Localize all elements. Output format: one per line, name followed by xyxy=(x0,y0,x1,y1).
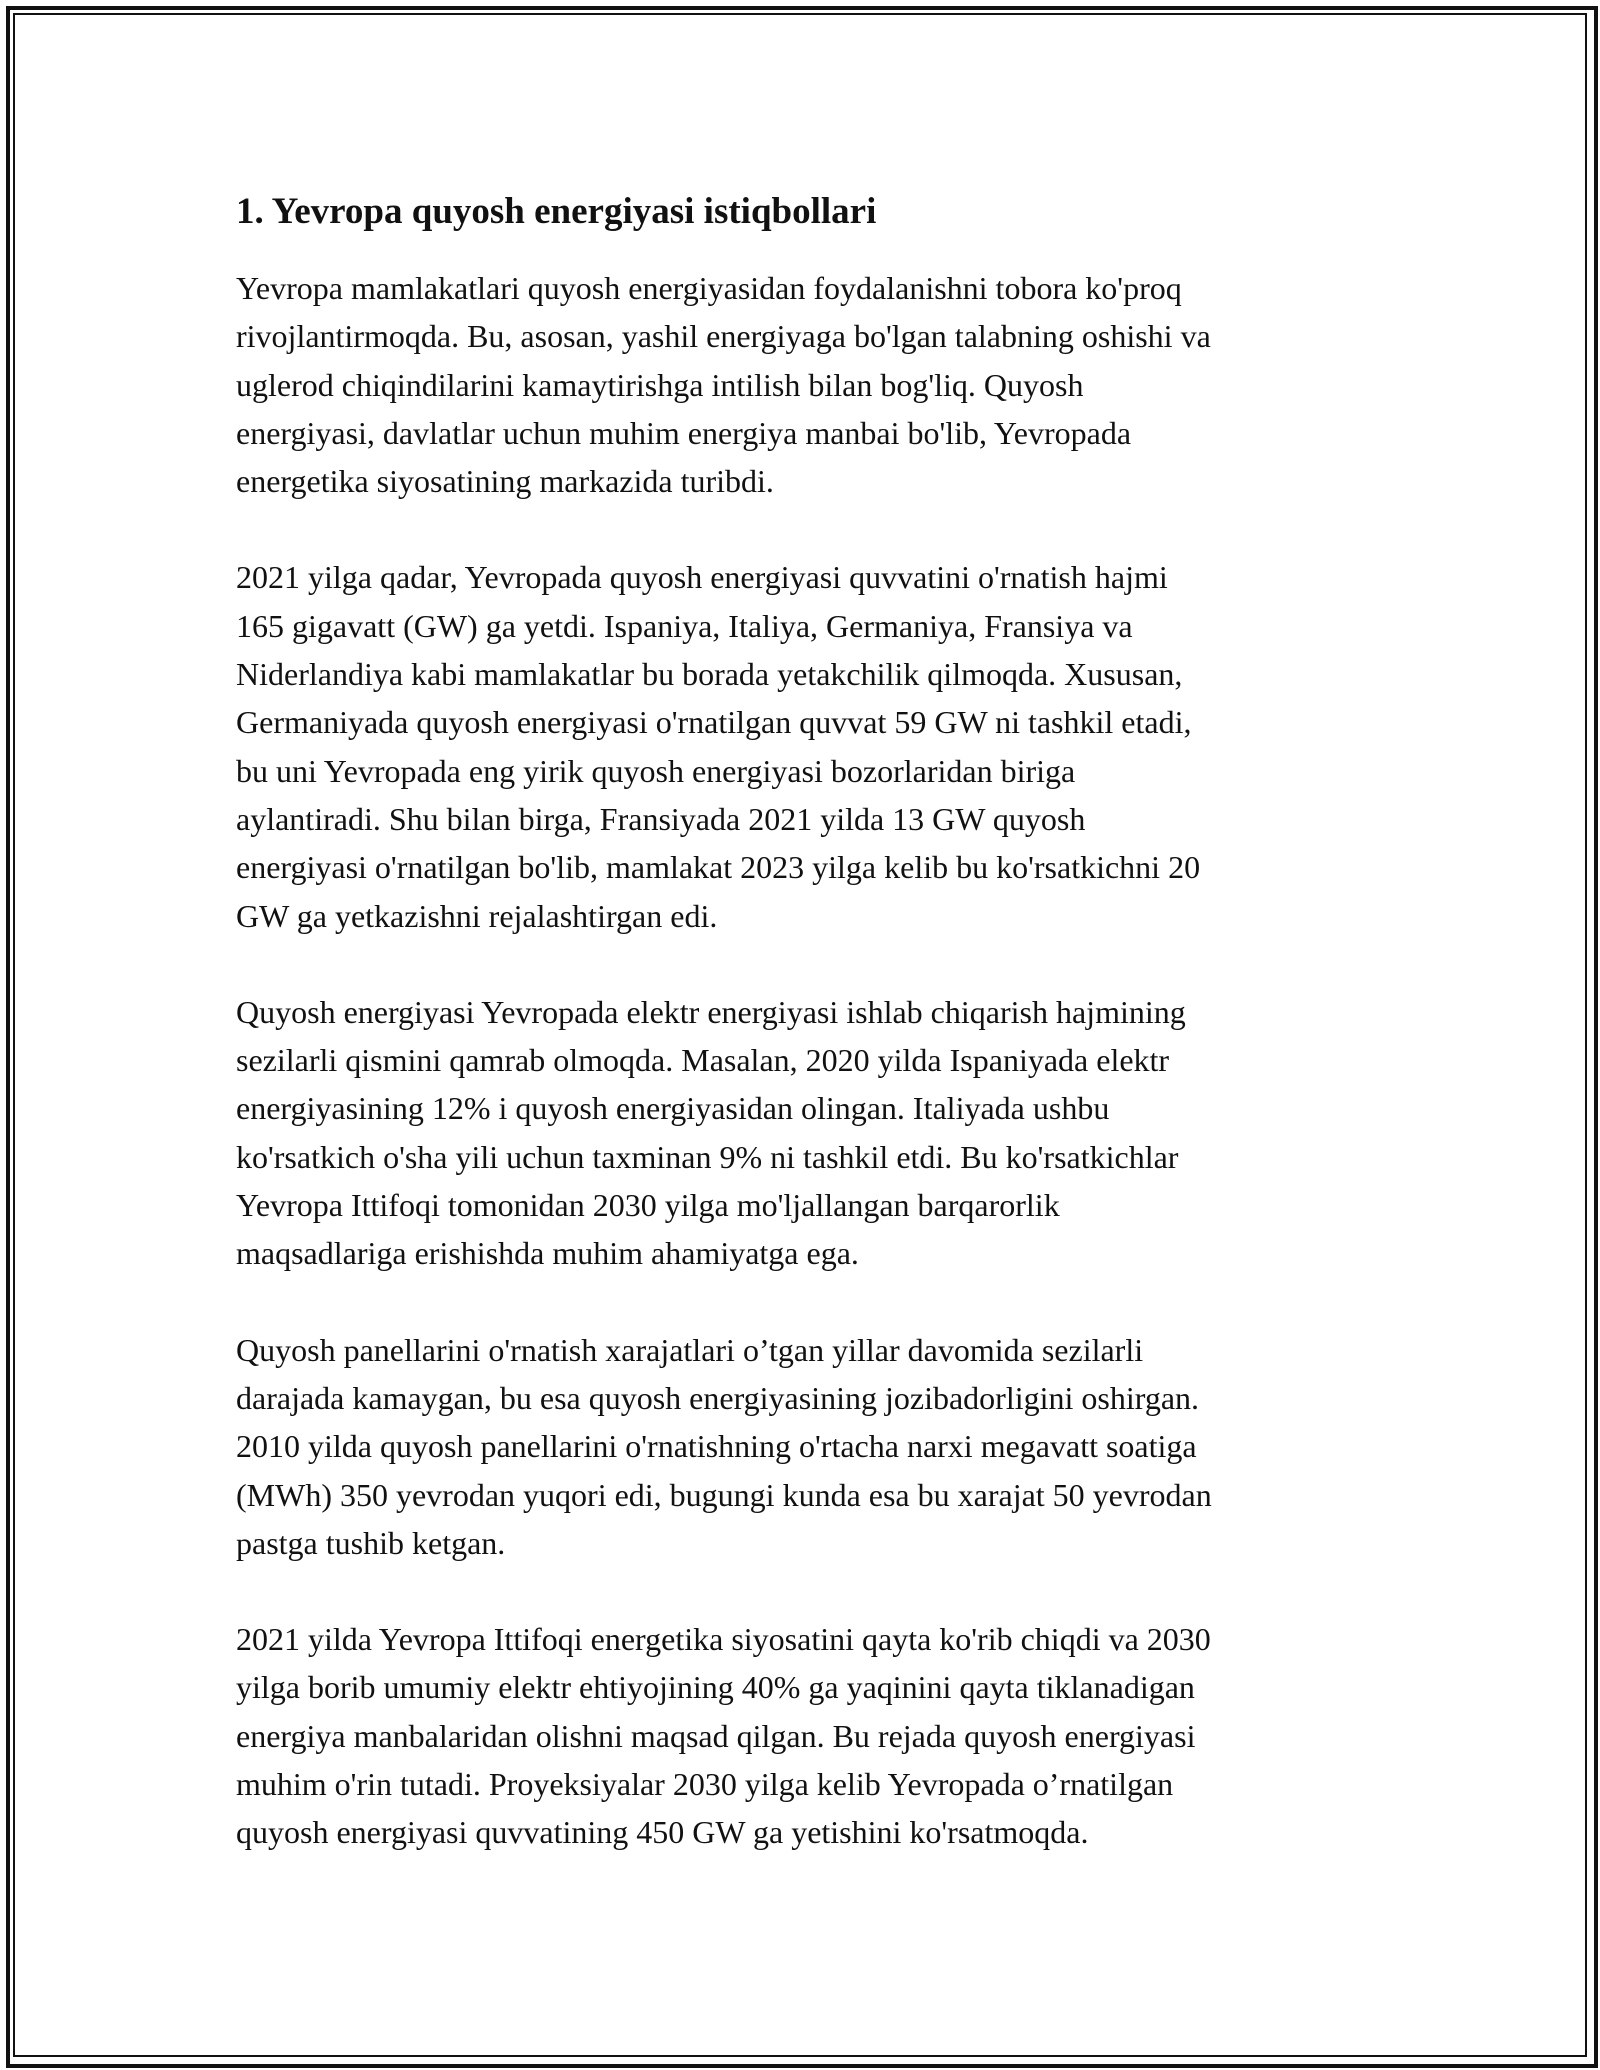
text-line: yilga borib umumiy elektr ehtiyojining 40% ga yaqinini qayta tiklanadigan xyxy=(236,1669,1195,1706)
text-line: ko'rsatkich o'sha yili uchun taxminan 9% ni tashkil etdi. Bu ko'rsatkichlar xyxy=(236,1138,1179,1175)
text-line: energiya manbalaridan olishni maqsad qilgan. Bu rejada quyosh energiyasi xyxy=(236,1717,1196,1754)
paragraph xyxy=(236,988,1366,1278)
text-line: Germaniyada quyosh energiyasi o'rnatilgan quvvat 59 GW ni tashkil etadi, xyxy=(236,704,1192,741)
text-line: Quyosh panellarini o'rnatish xarajatlari o’tgan yillar davomida sezilarli xyxy=(236,1331,1144,1368)
text-line: darajada kamaygan, bu esa quyosh energiyasining jozibadorligini oshirgan. xyxy=(236,1379,1200,1416)
text-line: 2010 yilda quyosh panellarini o'rnatishning o'rtacha narxi megavatt soatiga xyxy=(236,1428,1197,1465)
text-line: energiyasi o'rnatilgan bo'lib, mamlakat 2023 yilga kelib bu ko'rsatkichni 20 xyxy=(236,849,1201,886)
text-line: 2021 yilda Yevropa Ittifoqi energetika siyosatini qayta ko'rib chiqdi va 2030 xyxy=(236,1621,1211,1658)
text-line: 165 gigavatt (GW) ga yetdi. Ispaniya, Italiya, Germaniya, Fransiya va xyxy=(236,607,1133,644)
text-line: quyosh energiyasi quvvatining 450 GW ga yetishini ko'rsatmoqda. xyxy=(236,1814,1089,1851)
text-line: pastga tushib ketgan. xyxy=(236,1524,506,1561)
paragraph xyxy=(236,264,1366,505)
text-line: bu uni Yevropada eng yirik quyosh energiyasi bozorlaridan biriga xyxy=(236,752,1076,789)
text-line: aylantiradi. Shu bilan birga, Fransiyada 2021 yilda 13 GW quyosh xyxy=(236,800,1086,837)
document-body xyxy=(236,190,1366,1905)
text-line: Yevropa Ittifoqi tomonidan 2030 yilga mo'ljallangan barqarorlik xyxy=(236,1187,1060,1224)
text-line: Yevropa mamlakatlari quyosh energiyasidan foydalanishni tobora ko'proq xyxy=(236,270,1182,306)
paragraph xyxy=(236,553,1366,939)
text-line: (MWh) 350 yevrodan yuqori edi, bugungi kunda esa bu xarajat 50 yevrodan xyxy=(236,1476,1212,1513)
text-line: Quyosh energiyasi Yevropada elektr energiyasi ishlab chiqarish hajmining xyxy=(236,993,1186,1030)
text-line: uglerod chiqindilarini kamaytirishga intilish bilan bog'liq. Quyosh xyxy=(236,366,1084,403)
paragraph-list xyxy=(236,264,1366,1857)
section-title: 1. Yevropa quyosh energiyasi istiqbollari xyxy=(236,191,877,232)
paragraph xyxy=(236,1615,1366,1856)
paragraph xyxy=(236,1326,1366,1567)
text-line: energiyasining 12% i quyosh energiyasidan olingan. Italiyada ushbu xyxy=(236,1090,1110,1127)
text-line: energiyasi, davlatlar uchun muhim energiya manbai bo'lib, Yevropada xyxy=(236,414,1132,451)
text-line: maqsadlariga erishishda muhim ahamiyatga ega. xyxy=(236,1235,859,1272)
text-line: Niderlandiya kabi mamlakatlar bu borada yetakchilik qilmoqda. Xususan, xyxy=(236,656,1183,693)
text-line: 2021 yilga qadar, Yevropada quyosh energiyasi quvvatini o'rnatish hajmi xyxy=(236,559,1168,596)
text-line: GW ga yetkazishni rejalashtirgan edi. xyxy=(236,897,718,934)
text-line: energetika siyosatining markazida turibdi. xyxy=(236,463,774,500)
text-line: muhim o'rin tutadi. Proyeksiyalar 2030 yilga kelib Yevropada o’rnatilgan xyxy=(236,1766,1174,1803)
text-line: rivojlantirmoqda. Bu, asosan, yashil energiyaga bo'lgan talabning oshishi va xyxy=(236,318,1211,355)
text-line: sezilarli qismini qamrab olmoqda. Masalan, 2020 yilda Ispaniyada elektr xyxy=(236,1042,1170,1079)
